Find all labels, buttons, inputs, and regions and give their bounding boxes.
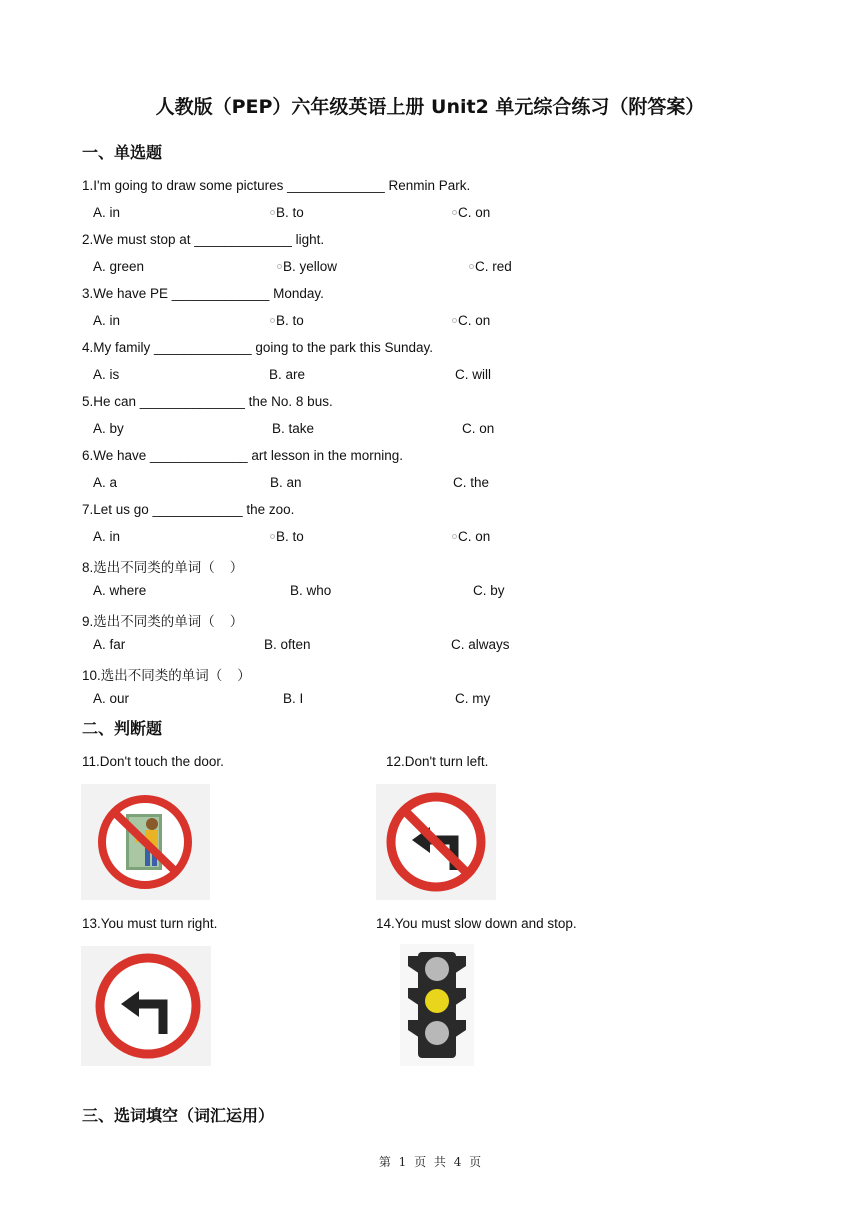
q5-option-c[interactable]: C. on [462,421,495,436]
q4-option-b[interactable]: B. are [269,367,306,382]
section-heading-word-fill: 三、选词填空（词汇运用） [82,1106,275,1125]
q10-option-b[interactable]: B. I [283,691,304,706]
question-5: 5.He can ______________ the No. 8 bus. [82,394,333,409]
q4-option-c[interactable]: C. will [455,367,491,382]
q7-option-b[interactable]: B. to [270,529,304,544]
q1-option-c[interactable]: C. on [452,205,490,220]
radio-icon [452,318,457,323]
q7-option-a[interactable]: A. in [93,529,121,544]
q9-option-c[interactable]: C. always [451,637,510,652]
question-1: 1.I'm going to draw some pictures _____________ Renmin Park. [82,178,471,193]
q10-option-c[interactable]: C. my [455,691,491,706]
radio-icon [469,264,474,269]
judgment-11: 11.Don't touch the door. [82,754,224,769]
q1-option-a[interactable]: A. in [93,205,121,220]
q2-option-c[interactable]: C. red [469,259,512,274]
q3-option-b[interactable]: B. to [270,313,304,328]
q8-option-b[interactable]: B. who [290,583,332,598]
q9-option-a[interactable]: A. far [93,637,126,652]
document-title: 人教版（PEP）六年级英语上册 Unit2 单元综合练习（附答案） [155,96,705,118]
question-3: 3.We have PE _____________ Monday. [82,286,324,301]
radio-icon [452,210,457,215]
no-left-turn-sign-icon [376,784,496,900]
q4-option-a[interactable]: A. is [93,367,120,382]
question-9: 9.选出不同类的单词（ ） [82,614,244,629]
q2-option-b[interactable]: B. yellow [277,259,337,274]
q5-option-a[interactable]: A. by [93,421,124,436]
page-footer: 第 1 页 共 4 页 [378,1155,482,1169]
question-4: 4.My family _____________ going to the park this Sunday. [82,340,433,355]
traffic-light-yellow-icon [400,944,474,1066]
q3-option-c[interactable]: C. on [452,313,490,328]
radio-icon [452,534,457,539]
radio-icon [270,534,275,539]
left-turn-arrow-sign-icon [81,946,211,1066]
question-10: 10.选出不同类的单词（ ） [82,668,251,683]
q9-option-b[interactable]: B. often [264,637,311,652]
q1-option-b[interactable]: B. to [270,205,304,220]
judgment-14: 14.You must slow down and stop. [376,916,577,931]
q5-option-b[interactable]: B. take [272,421,315,436]
no-touching-door-sign-icon [81,784,210,900]
q3-option-a[interactable]: A. in [93,313,121,328]
q10-option-a[interactable]: A. our [93,691,130,706]
judgment-12: 12.Don't turn left. [386,754,489,769]
section-heading-true-false: 二、判断题 [82,719,163,738]
question-2: 2.We must stop at _____________ light. [82,232,325,247]
radio-icon [277,264,282,269]
question-6: 6.We have _____________ art lesson in the morning. [82,448,403,463]
radio-icon [270,318,275,323]
question-8: 8.选出不同类的单词（ ） [82,560,244,575]
section-heading-single-choice: 一、单选题 [82,143,163,162]
q6-option-a[interactable]: A. a [93,475,118,490]
judgment-13: 13.You must turn right. [82,916,218,931]
radio-icon [270,210,275,215]
q6-option-b[interactable]: B. an [270,475,302,490]
q8-option-a[interactable]: A. where [93,583,147,598]
question-7: 7.Let us go ____________ the zoo. [82,502,295,517]
q6-option-c[interactable]: C. the [453,475,490,490]
q7-option-c[interactable]: C. on [452,529,490,544]
q8-option-c[interactable]: C. by [473,583,505,598]
q2-option-a[interactable]: A. green [93,259,145,274]
